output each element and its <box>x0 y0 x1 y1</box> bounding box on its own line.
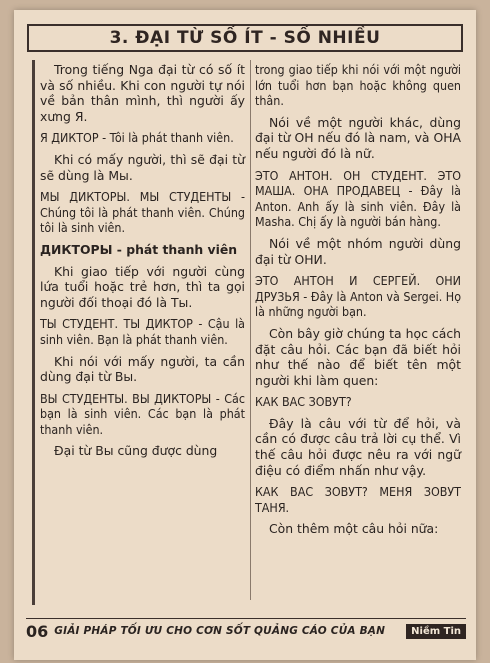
page-number: 06 <box>26 621 49 641</box>
left-paragraph: Đại từ Вы cũng được dùng <box>54 443 218 459</box>
right-paragraph: Còn bây giờ chúng ta học cách đặt câu hỏi. Các bạn đã biết hỏi như thế nào để biết tên một người khi làm quen: <box>255 325 461 388</box>
right-paragraph: ЭТО АНТОН. ОН СТУДЕНТ. ЭТО МАША. ОНА ПРОДАВЕЦ - Đây là Anton. Anh ấy là sinh viên. Đây là Masha. Chị ấy là người bán hàng. <box>255 167 461 230</box>
title-text: 3. ĐẠI TỪ SỐ ÍT - SỐ NHIỀU <box>109 28 381 48</box>
page <box>14 10 476 660</box>
left-paragraph: МЫ ДИКТОРЫ. МЫ СТУДЕНТЫ - Chúng tôi là phát thanh viên. Chúng tôi là sinh viên. <box>40 189 245 236</box>
left-paragraph: Khi có mấy người, thì sẽ đại từ sẽ dùng là Мы. <box>40 151 245 183</box>
right-paragraph: КАК ВАС ЗОВУТ? МЕНЯ ЗОВУТ ТАНЯ. <box>255 484 461 515</box>
left-paragraph: ДИКТОРЫ - phát thanh viên <box>40 241 238 257</box>
left-paragraph: Khi giao tiếp với người cùng lứa tuổi hoặc trẻ hơn, thì ta gọi người đối thoại đó là Ты. <box>40 263 245 310</box>
left-paragraph: Я ДИКТОР - Tôi là phát thanh viên. <box>40 130 234 146</box>
section-title <box>27 24 463 52</box>
page-footer <box>26 618 466 643</box>
right-paragraph: Đây là câu với từ để hỏi, và cần có được câu trả lời cụ thể. Vì thế câu hỏi được nêu ra với ngữ điệu có điểm nhấn như vậy. <box>255 415 461 478</box>
left-paragraph: ВЫ СТУДЕНТЫ. ВЫ ДИКТОРЫ - Các bạn là sinh viên. Các bạn là phát thanh viên. <box>40 390 245 437</box>
left-margin-bar <box>32 60 35 605</box>
left-paragraph: Trong tiếng Nga đại từ có số ít và số nhiều. Khi con người tự nói về bản thân mình, thì người ấy xưng Я. <box>40 62 245 124</box>
footer-slogan: GIẢI PHÁP TỐI ƯU CHO CƠN SỐT QUẢNG CÁO CỦA BẠN <box>54 625 386 637</box>
right-paragraph: КАК ВАС ЗОВУТ? <box>255 394 352 410</box>
brand-logo: Niềm Tin <box>406 624 466 639</box>
right-paragraph: trong giao tiếp khi nói với một người lớn tuổi hơn bạn hoặc không quen thân. <box>255 62 461 109</box>
left-paragraph: Khi nói với mấy người, ta cần dùng đại từ Вы. <box>40 353 245 385</box>
left-column <box>40 62 245 465</box>
right-paragraph: ЭТО АНТОН И СЕРГЕЙ. ОНИ ДРУЗЬЯ - Đây là Anton và Sergei. Họ là những người bạn. <box>255 273 462 320</box>
right-paragraph: Nói về một nhóm người dùng đại từ ОНИ. <box>255 235 461 267</box>
left-paragraph: ТЫ СТУДЕНТ. ТЫ ДИКТОР - Cậu là sinh viên. Bạn là phát thanh viên. <box>40 316 245 347</box>
right-column <box>255 62 461 543</box>
right-paragraph: Còn thêm một câu hỏi nữa: <box>269 521 439 537</box>
column-divider <box>250 60 251 600</box>
right-paragraph: Nói về một người khác, dùng đại từ ОН nếu đó là nam, và ОНА nếu người đó là nữ. <box>255 114 461 161</box>
